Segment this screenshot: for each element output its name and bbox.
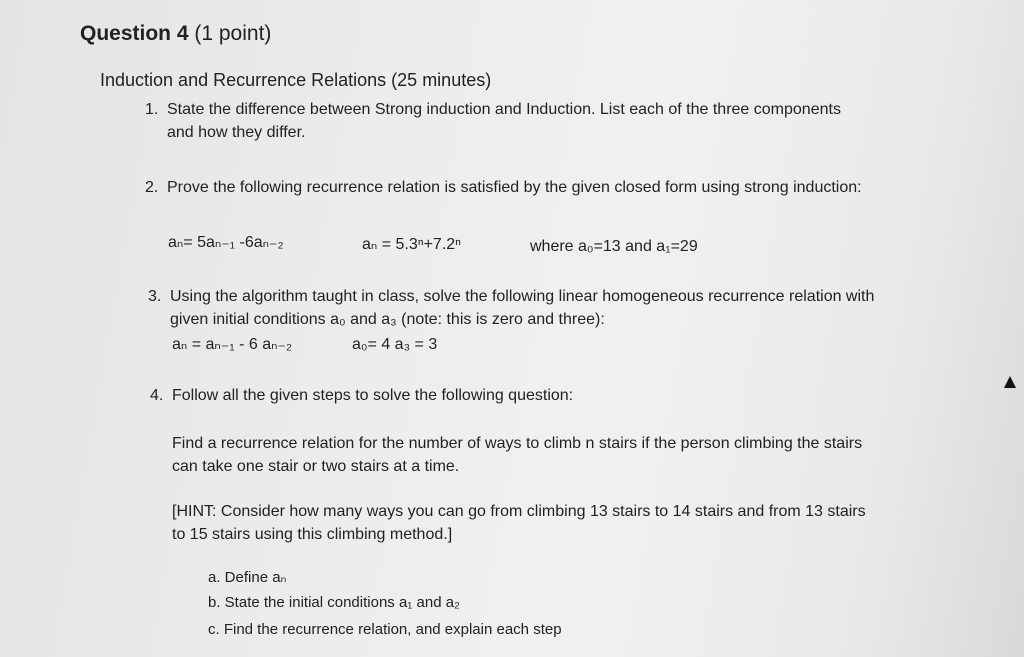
question-number: Question 4 xyxy=(80,22,189,45)
section-title: Induction and Recurrence Relations (25 minutes) xyxy=(100,70,492,90)
recurrence-formula: aₙ = aₙ₋₁ - 6 aₙ₋₂ xyxy=(172,336,293,353)
cursor-icon xyxy=(1004,376,1016,388)
initial-conditions: a₀= 4 a₃ = 3 xyxy=(352,336,438,353)
hint-text: [HINT: Consider how many ways you can go from climbing 13 stairs to 14 stairs and from 13 stairs to 15 stairs using this climbing method.] xyxy=(172,503,866,543)
item-text-tail: (note: this is zero and three): xyxy=(401,311,605,328)
question-points: (1 point) xyxy=(194,22,272,45)
item-text: State the difference between Strong induction and Induction. List each of the three components and how they differ. xyxy=(167,101,841,141)
item-number: 3. xyxy=(148,288,162,305)
inline-initial: a₀ and a₃ xyxy=(330,311,397,328)
recurrence-formula: aₙ= 5aₙ₋₁ -6aₙ₋₂ xyxy=(168,234,284,251)
initial-conditions: where a₀=13 and a₁=29 xyxy=(530,238,698,255)
step-b: b. State the initial conditions a₁ and a₂ xyxy=(208,594,460,611)
item-number: 4. xyxy=(150,387,164,404)
step-a: a. Define aₙ xyxy=(208,569,287,586)
step-c: c. Find the recurrence relation, and explain each step xyxy=(208,621,562,638)
item-number: 2. xyxy=(145,179,159,196)
item-text: Follow all the given steps to solve the following question: xyxy=(172,387,574,404)
closed-form-formula: aₙ = 5.3ⁿ+7.2ⁿ xyxy=(362,236,462,253)
item-text: Using the algorithm taught in class, solve the following linear homogeneous recurrence relation with given initial conditions xyxy=(170,288,875,328)
item-text: Prove the following recurrence relation is satisfied by the given closed form using strong induction: xyxy=(167,179,862,196)
problem-statement: Find a recurrence relation for the number of ways to climb n stairs if the person climbing the stairs can take one stair or two stairs at a time. xyxy=(172,435,863,475)
item-text-wrap xyxy=(170,285,890,331)
question-title xyxy=(80,22,271,46)
item-number: 1. xyxy=(145,101,159,118)
